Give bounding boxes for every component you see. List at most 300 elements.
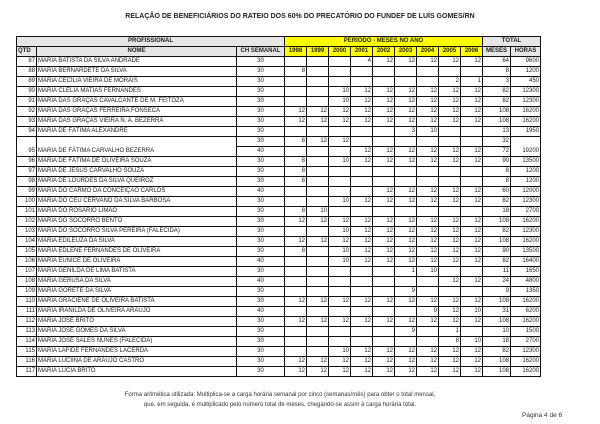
total-hours-cell: 12000 — [511, 187, 541, 197]
ch-semanal-cell: 30 — [237, 167, 285, 177]
year-months-cell: 12 — [373, 57, 395, 67]
year-months-cell: 9 — [395, 287, 417, 297]
total-hours-cell: 450 — [511, 77, 541, 87]
ch-semanal-cell: 30 — [237, 207, 285, 217]
total-months-cell: 31 — [483, 307, 511, 317]
year-months-cell: 12 — [329, 107, 351, 117]
table-row — [17, 87, 541, 97]
total-hours-cell: 16200 — [511, 357, 541, 367]
year-months-cell — [439, 127, 461, 137]
year-months-cell: 12 — [461, 147, 483, 157]
year-months-cell: 12 — [439, 147, 461, 157]
table-row — [17, 217, 541, 227]
year-months-cell: 12 — [417, 187, 439, 197]
year-months-cell — [417, 207, 439, 217]
year-months-cell: 12 — [329, 217, 351, 227]
year-months-cell — [285, 57, 307, 67]
name-cell: MARIA EDILEUZA DA SILVA — [37, 237, 237, 247]
year-months-cell — [351, 207, 373, 217]
ch-semanal-cell: 30 — [237, 137, 285, 147]
name-cell: MARIA GRACIENE DE OLIVEIRA BATISTA — [37, 297, 237, 307]
footnote-line-2: que, em seguida, é multiplicado pelo número total de meses, chegando-se assim à carga horária total. — [143, 402, 417, 408]
total-hours-cell: 16200 — [511, 117, 541, 127]
year-months-cell: 12 — [307, 237, 329, 247]
name-cell: MARIA CECÍLIA VIEIRA DE MORAIS — [37, 77, 237, 87]
year-months-cell: 12 — [417, 367, 439, 377]
year-months-cell — [307, 77, 329, 87]
table-row — [17, 177, 541, 187]
year-months-cell: 12 — [439, 187, 461, 197]
name-cell: MARIA DAS GRAÇAS FERREIRA FONSECA — [37, 107, 237, 117]
total-months-cell: 82 — [483, 227, 511, 237]
column-header-row — [17, 47, 541, 57]
total-months-cell: 108 — [483, 117, 511, 127]
qtd-cell: 103 — [17, 227, 37, 237]
year-months-cell: 12 — [395, 97, 417, 107]
year-months-cell: 12 — [329, 237, 351, 247]
qtd-cell: 106 — [17, 257, 37, 267]
year-months-cell: 12 — [395, 217, 417, 227]
year-months-cell: 12 — [329, 297, 351, 307]
year-months-cell — [285, 127, 307, 137]
total-months-cell: 8 — [483, 67, 511, 77]
qtd-cell: 112 — [17, 317, 37, 327]
year-months-cell: 12 — [395, 367, 417, 377]
year-months-cell — [417, 177, 439, 187]
year-months-cell: 12 — [417, 257, 439, 267]
name-cell: MARIA LAFIDE FERNANDES LACERDA — [37, 347, 237, 357]
year-months-cell — [329, 57, 351, 67]
year-months-cell: 12 — [439, 237, 461, 247]
year-months-cell: 10 — [329, 157, 351, 167]
year-months-cell: 12 — [461, 237, 483, 247]
year-months-cell: 1 — [439, 327, 461, 337]
year-months-cell: 10 — [329, 247, 351, 257]
year-months-cell: 12 — [285, 357, 307, 367]
year-months-cell — [307, 347, 329, 357]
year-months-cell: 12 — [461, 277, 483, 287]
year-months-cell — [461, 67, 483, 77]
year-months-cell: 12 — [417, 157, 439, 167]
year-months-cell — [351, 327, 373, 337]
qtd-cell: 88 — [17, 67, 37, 77]
total-months-cell: 13 — [483, 127, 511, 137]
table-body — [17, 57, 541, 377]
table-row — [17, 337, 541, 347]
qtd-cell: 90 — [17, 87, 37, 97]
ch-semanal-cell: 30 — [237, 267, 285, 277]
year-months-cell — [307, 167, 329, 177]
header-year: 1998 — [285, 47, 307, 57]
year-months-cell: 12 — [351, 107, 373, 117]
year-months-cell: 12 — [439, 97, 461, 107]
year-months-cell: 10 — [417, 267, 439, 277]
table-row — [17, 277, 541, 287]
total-months-cell: 8 — [483, 167, 511, 177]
qtd-cell: 98 — [17, 177, 37, 187]
year-months-cell: 8 — [439, 337, 461, 347]
page-number: Página 4 de 6 — [522, 412, 563, 419]
year-months-cell — [461, 177, 483, 187]
year-months-cell: 12 — [439, 217, 461, 227]
year-months-cell: 12 — [307, 107, 329, 117]
year-months-cell — [373, 137, 395, 147]
year-months-cell — [395, 207, 417, 217]
year-months-cell — [439, 207, 461, 217]
year-months-cell — [461, 127, 483, 137]
qtd-cell: 100 — [17, 197, 37, 207]
year-months-cell: 12 — [417, 297, 439, 307]
year-months-cell: 10 — [461, 307, 483, 317]
year-months-cell: 12 — [373, 357, 395, 367]
name-cell: MARIA DO CARMO DA CONCEIÇÃO CARLOS — [37, 187, 237, 197]
year-months-cell: 12 — [351, 227, 373, 237]
header-periodo: PERÍODO - MESES NO ANO — [285, 37, 483, 47]
total-hours-cell: 13500 — [511, 157, 541, 167]
header-nome: NOME — [37, 47, 237, 57]
year-months-cell — [307, 247, 329, 257]
year-months-cell — [351, 77, 373, 87]
total-hours-cell: 9600 — [511, 57, 541, 67]
header-year: 2005 — [439, 47, 461, 57]
qtd-cell: 97 — [17, 167, 37, 177]
year-months-cell: 8 — [285, 67, 307, 77]
year-months-cell — [329, 207, 351, 217]
beneficiaries-table — [16, 36, 541, 377]
year-months-cell — [373, 207, 395, 217]
year-months-cell — [439, 267, 461, 277]
year-months-cell — [417, 67, 439, 77]
year-months-cell: 12 — [373, 237, 395, 247]
name-cell: MARIA GORETE DA SILVA — [37, 287, 237, 297]
total-months-cell: 90 — [483, 157, 511, 167]
year-months-cell: 12 — [351, 367, 373, 377]
year-months-cell: 12 — [307, 297, 329, 307]
total-hours-cell: 19200 — [511, 137, 541, 157]
group-header-row — [17, 37, 541, 47]
year-months-cell: 12 — [461, 317, 483, 327]
year-months-cell: 12 — [351, 257, 373, 267]
year-months-cell: 12 — [329, 137, 351, 147]
year-months-cell: 12 — [351, 197, 373, 207]
ch-semanal-cell: 40 — [237, 277, 285, 287]
year-months-cell — [417, 167, 439, 177]
year-months-cell: 12 — [439, 347, 461, 357]
year-months-cell — [285, 287, 307, 297]
year-months-cell: 12 — [395, 317, 417, 327]
qtd-cell: 111 — [17, 307, 37, 317]
ch-semanal-cell: 30 — [237, 327, 285, 337]
table-row — [17, 247, 541, 257]
year-months-cell: 12 — [285, 117, 307, 127]
year-months-cell — [307, 267, 329, 277]
year-months-cell: 12 — [461, 297, 483, 307]
total-months-cell: 64 — [483, 57, 511, 67]
name-cell: MARIA EDLENE FERNANDES DE OLIVEIRA — [37, 247, 237, 257]
table-row — [17, 297, 541, 307]
total-months-cell: 3 — [483, 77, 511, 87]
year-months-cell: 10 — [329, 347, 351, 357]
total-months-cell: 82 — [483, 347, 511, 357]
ch-semanal-cell: 30 — [237, 107, 285, 117]
year-months-cell: 12 — [395, 107, 417, 117]
table-row — [17, 127, 541, 137]
year-months-cell — [461, 327, 483, 337]
year-months-cell: 12 — [461, 157, 483, 167]
year-months-cell: 12 — [395, 227, 417, 237]
year-months-cell: 12 — [373, 367, 395, 377]
header-qtd: QTD — [17, 47, 37, 57]
header-year: 1999 — [307, 47, 329, 57]
table-row — [17, 227, 541, 237]
year-months-cell — [285, 257, 307, 267]
year-months-cell: 12 — [285, 217, 307, 227]
year-months-cell: 12 — [461, 217, 483, 227]
total-hours-cell: 16200 — [511, 217, 541, 227]
year-months-cell — [373, 267, 395, 277]
qtd-cell: 95 — [17, 137, 37, 157]
year-months-cell — [439, 287, 461, 297]
year-months-cell: 12 — [373, 347, 395, 357]
year-months-cell — [329, 187, 351, 197]
footnote-line-1: Forma aritmética utilizada: Multiplica-se a carga horária semanal por cinco (semanas/mês) para obter o total mensal, — [124, 392, 436, 398]
table-row — [17, 157, 541, 167]
qtd-cell: 89 — [17, 77, 37, 87]
year-months-cell — [285, 147, 307, 157]
year-months-cell: 12 — [395, 117, 417, 127]
qtd-cell: 99 — [17, 187, 37, 197]
qtd-cell: 113 — [17, 327, 37, 337]
year-months-cell: 12 — [461, 247, 483, 257]
year-months-cell: 12 — [439, 227, 461, 237]
year-months-cell: 9 — [395, 327, 417, 337]
year-months-cell: 12 — [395, 147, 417, 157]
total-months-cell: 24 — [483, 277, 511, 287]
year-months-cell — [373, 327, 395, 337]
total-hours-cell: 2700 — [511, 207, 541, 217]
total-hours-cell: 16400 — [511, 257, 541, 267]
year-months-cell — [307, 277, 329, 287]
year-months-cell — [329, 77, 351, 87]
year-months-cell: 12 — [395, 57, 417, 67]
year-months-cell: 12 — [285, 297, 307, 307]
year-months-cell — [373, 177, 395, 187]
year-months-cell — [307, 67, 329, 77]
year-months-cell — [329, 327, 351, 337]
year-months-cell: 1 — [461, 77, 483, 87]
total-hours-cell: 12300 — [511, 197, 541, 207]
total-hours-cell: 16200 — [511, 297, 541, 307]
year-months-cell: 12 — [461, 107, 483, 117]
year-months-cell: 12 — [373, 157, 395, 167]
year-months-cell — [351, 187, 373, 197]
year-months-cell — [439, 67, 461, 77]
total-months-cell: 10 — [483, 327, 511, 337]
year-months-cell — [329, 147, 351, 157]
year-months-cell: 8 — [285, 207, 307, 217]
ch-semanal-cell: 40 — [237, 257, 285, 267]
year-months-cell — [439, 137, 461, 147]
table-row — [17, 267, 541, 277]
year-months-cell: 10 — [307, 207, 329, 217]
total-hours-cell: 1200 — [511, 177, 541, 187]
year-months-cell: 12 — [395, 237, 417, 247]
year-months-cell — [285, 347, 307, 357]
year-months-cell: 9 — [417, 307, 439, 317]
total-hours-cell: 13500 — [511, 247, 541, 257]
year-months-cell: 12 — [351, 247, 373, 257]
year-months-cell — [395, 337, 417, 347]
year-months-cell — [351, 167, 373, 177]
year-months-cell: 12 — [307, 137, 329, 147]
header-year: 2004 — [417, 47, 439, 57]
year-months-cell — [329, 307, 351, 317]
year-months-cell — [461, 137, 483, 147]
year-months-cell — [373, 77, 395, 87]
table-row — [17, 327, 541, 337]
total-months-cell: 108 — [483, 107, 511, 117]
total-hours-cell: 16200 — [511, 237, 541, 247]
year-months-cell — [307, 337, 329, 347]
year-months-cell: 12 — [373, 247, 395, 257]
header-ch-semanal: CH SEMANAL — [237, 47, 285, 57]
year-months-cell: 12 — [439, 257, 461, 267]
year-months-cell: 12 — [417, 147, 439, 157]
year-months-cell — [373, 67, 395, 77]
year-months-cell: 12 — [417, 347, 439, 357]
name-cell: MARIA DE LOURDES DA SILVA QUEIROZ — [37, 177, 237, 187]
qtd-cell: 107 — [17, 267, 37, 277]
qtd-cell: 114 — [17, 337, 37, 347]
year-months-cell: 12 — [439, 357, 461, 367]
ch-semanal-cell: 30 — [237, 337, 285, 347]
header-profissional: PROFISSIONAL — [17, 37, 285, 47]
total-hours-cell: 12300 — [511, 227, 541, 237]
year-months-cell: 12 — [439, 277, 461, 287]
table-row — [17, 347, 541, 357]
year-months-cell — [285, 87, 307, 97]
year-months-cell: 10 — [329, 97, 351, 107]
year-months-cell — [307, 227, 329, 237]
year-months-cell — [307, 87, 329, 97]
ch-semanal-cell: 30 — [237, 157, 285, 167]
table-row — [17, 197, 541, 207]
year-months-cell: 12 — [395, 187, 417, 197]
table-row — [17, 77, 541, 87]
year-months-cell — [351, 337, 373, 347]
table-row — [17, 97, 541, 107]
total-hours-cell: 6200 — [511, 307, 541, 317]
year-months-cell: 12 — [373, 227, 395, 237]
year-months-cell: 12 — [439, 117, 461, 127]
year-months-cell: 12 — [461, 117, 483, 127]
year-months-cell — [307, 197, 329, 207]
total-months-cell: 82 — [483, 97, 511, 107]
ch-semanal-cell: 30 — [237, 297, 285, 307]
footnote — [60, 390, 500, 410]
qtd-cell: 117 — [17, 367, 37, 377]
total-hours-cell: 4800 — [511, 277, 541, 287]
table-row — [17, 67, 541, 77]
year-months-cell — [373, 277, 395, 287]
year-months-cell: 3 — [395, 127, 417, 137]
year-months-cell: 12 — [395, 87, 417, 97]
name-cell: MARIA CLÉLIA MATIAS FERNANDES — [37, 87, 237, 97]
total-hours-cell: 1950 — [511, 127, 541, 137]
year-months-cell — [351, 287, 373, 297]
header-year: 2002 — [373, 47, 395, 57]
name-cell: MARIA BATISTA DA SILVA ANDRADE — [37, 57, 237, 67]
year-months-cell: 12 — [395, 357, 417, 367]
name-cell: MARIA DO CEU CERVANO DA SILVA BARBOSA — [37, 197, 237, 207]
year-months-cell: 12 — [461, 367, 483, 377]
ch-semanal-cell: 30 — [237, 117, 285, 127]
year-months-cell — [461, 287, 483, 297]
year-months-cell — [285, 187, 307, 197]
table-row — [17, 367, 541, 377]
year-months-cell — [373, 337, 395, 347]
year-months-cell — [329, 177, 351, 187]
year-months-cell: 12 — [461, 87, 483, 97]
total-months-cell: 108 — [483, 317, 511, 327]
year-months-cell — [329, 67, 351, 77]
year-months-cell: 12 — [417, 357, 439, 367]
year-months-cell — [285, 197, 307, 207]
table-row — [17, 57, 541, 67]
year-months-cell — [373, 167, 395, 177]
total-hours-cell: 16200 — [511, 107, 541, 117]
year-months-cell — [329, 267, 351, 277]
qtd-cell: 91 — [17, 97, 37, 107]
year-months-cell — [395, 277, 417, 287]
table-row — [17, 287, 541, 297]
year-months-cell: 12 — [285, 237, 307, 247]
year-months-cell: 12 — [373, 117, 395, 127]
total-months-cell: 11 — [483, 267, 511, 277]
year-months-cell — [461, 167, 483, 177]
total-months-cell: 108 — [483, 357, 511, 367]
total-months-cell: 82 — [483, 257, 511, 267]
total-hours-cell: 16200 — [511, 367, 541, 377]
ch-semanal-cell: 30 — [237, 197, 285, 207]
total-hours-cell: 2700 — [511, 337, 541, 347]
year-months-cell: 12 — [329, 357, 351, 367]
total-months-cell: 82 — [483, 87, 511, 97]
year-months-cell: 2 — [439, 77, 461, 87]
year-months-cell: 12 — [395, 297, 417, 307]
year-months-cell — [461, 207, 483, 217]
year-months-cell — [461, 267, 483, 277]
name-cell: MARIA DE FÁTIMA DE OLIVEIRA SOUZA — [37, 157, 237, 167]
total-months-cell: 9 — [483, 287, 511, 297]
year-months-cell: 12 — [439, 157, 461, 167]
total-months-cell: 108 — [483, 237, 511, 247]
ch-semanal-cell: 30 — [237, 357, 285, 367]
year-months-cell: 12 — [461, 347, 483, 357]
qtd-cell: 92 — [17, 107, 37, 117]
table-row — [17, 107, 541, 117]
year-months-cell: 12 — [461, 257, 483, 267]
year-months-cell: 12 — [351, 117, 373, 127]
total-months-cell: 90 — [483, 247, 511, 257]
year-months-cell: 12 — [439, 317, 461, 327]
ch-semanal-cell: 30 — [237, 217, 285, 227]
year-months-cell: 12 — [351, 297, 373, 307]
year-months-cell — [395, 307, 417, 317]
ch-semanal-cell: 30 — [237, 347, 285, 357]
table-row — [17, 317, 541, 327]
table-row — [17, 257, 541, 267]
